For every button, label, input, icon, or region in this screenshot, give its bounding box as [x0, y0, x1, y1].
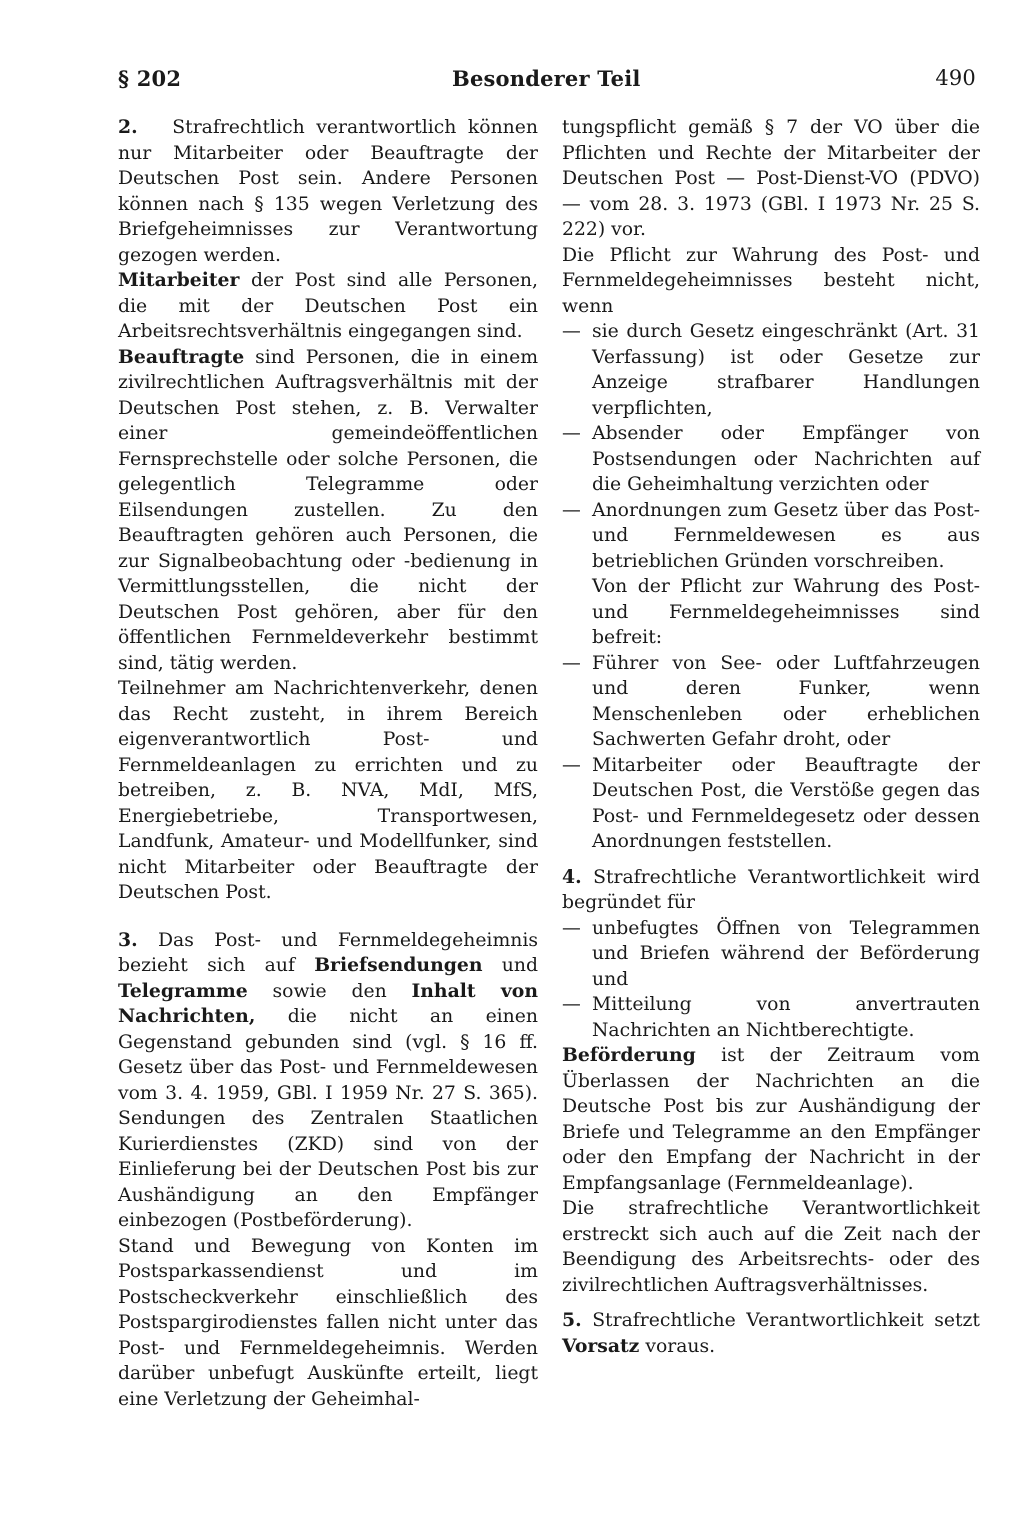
paragraph-erstreckung [562, 1196, 980, 1298]
paragraph-text: die nicht an einen Gegenstand gebunden sind (vgl. § 16 ff. Gesetz über das Post- und Fernmeldewesen vom 3. 4. 1959, GBl. I 1959 Nr. 27 S. 365). Sendungen des Zentralen Staatlichen Kurierdienstes (ZKD) sind von der Einlieferung bei der Deutschen Post bis zur Aushändigung an den Empfänger einbezogen (Postbeförderung). [118, 1006, 538, 1231]
paragraph-text: Teilnehmer am Nachrichtenverkehr, denen das Recht zusteht, in ihrem Bereich eigenverantwortlich Post- und Fernmeldeanlagen zu errichten und zu betreiben, z. B. NVA, MdI, MfS, Energiebetriebe, Transportwesen, Landfunk, Amateur- und Modellfunker, sind nicht Mitarbeiter oder Beauftragte der Deutschen Post. [118, 678, 538, 903]
list-item: — sie durch Gesetz eingeschränkt (Art. 31 Verfassung) ist oder Gesetze zur Anzeige strafbarer Handlungen verpflichten, [562, 319, 980, 421]
page-number: 490 [935, 66, 976, 90]
paragraph-pflicht [562, 243, 980, 320]
running-title: Besonderer Teil [452, 66, 641, 91]
paragraph-text: ist der Zeitraum vom Überlassen der Nachrichten an die Deutsche Post bis zur Aushändigung der Briefe und Telegramme an den Empfänger oder den Empfang der Nachricht in der Empfangsanlage (Fernmeldeanlage). [562, 1045, 980, 1194]
paragraph-2 [118, 115, 538, 268]
paragraph-konten [118, 1234, 538, 1413]
emphasis: Vorsatz [562, 1334, 640, 1357]
section-reference: § 202 [118, 66, 182, 91]
paragraph-number: 2. [118, 116, 138, 138]
paragraph-text: Stand und Bewegung von Konten im Postsparkassendienst und im Postscheckverkehr einschließlich des Postspargirodienstes fallen nicht unter das Post- und Fernmeldegeheimnis. Werden darüber unbefugt Auskünfte erteilt, liegt eine Verletzung der Geheimhal- [118, 1235, 538, 1410]
emphasis: Telegramme [118, 979, 248, 1002]
list-item: — Mitteilung von anvertrauten Nachrichten an Nichtberechtigte. [562, 992, 980, 1043]
right-column [562, 115, 980, 1359]
paragraph-text: sind Personen, die in einem zivilrechtlichen Auftragsverhältnis mit der Deutschen Post stehen, z. B. Verwalter einer gemeindeöffentlichen Fernsprechstelle oder solche Personen, die gelegentlich Telegramme oder Eilsendungen zustellen. Zu den Beauftragten gehören auch Personen, die zur Signalbeobachtung oder -bedienung in Vermittlungsstellen, die nicht der Deutschen Post gehören, aber für den öffentlichen Fernmeldeverkehr bestimmt sind, tätig werden. [118, 346, 538, 674]
defined-term: Beförderung [562, 1044, 696, 1066]
emphasis: Inhalt von Nachrichten, [118, 979, 538, 1027]
defined-term: Beauftragte [118, 345, 245, 368]
paragraph-text: Strafrechtlich verantwortlich können nur Mitarbeiter oder Beauftragte der Deutschen Post sein. Andere Personen können nach § 135 wegen Verletzung des Briefgeheimnisses zur Verantwortung gezogen werden. [118, 117, 538, 266]
spacer [562, 1298, 980, 1308]
list-item: — Anordnungen zum Gesetz über das Post- und Fernmeldewesen es aus betrieblichen Gründen vorschreiben. [562, 498, 980, 575]
paragraph-number: 5. [562, 1309, 582, 1331]
list-item: — unbefugtes Öffnen von Telegrammen und Briefen während der Beförderung und [562, 916, 980, 993]
paragraph-4 [562, 865, 980, 916]
defined-term: Mitarbeiter [118, 269, 240, 291]
paragraph-text: tungspflicht gemäß § 7 der VO über die Pflichten und Rechte der Mitarbeiter der Deutschen Post — Post-Dienst-VO (PDVO) — vom 28. 3. 1973 (GBl. I 1973 Nr. 25 S. 222) vor. [562, 117, 980, 240]
paragraph-text: der Post sind alle Personen, die mit der Deutschen Post ein Arbeitsrechtsverhältnis eingegangen sind. [118, 270, 538, 342]
left-column [118, 115, 538, 1412]
paragraph-3 [118, 928, 538, 1234]
paragraph-text: voraus. [639, 1335, 716, 1357]
paragraph-number: 3. [118, 928, 138, 951]
spacer [562, 855, 980, 865]
paragraph-mitarbeiter [118, 268, 538, 345]
paragraph-number: 4. [562, 865, 582, 888]
paragraph-befoerderung [562, 1043, 980, 1196]
paragraph-teilnehmer [118, 676, 538, 906]
paragraph-text: Das Post- und Fernmeldegeheimnis bezieht sich auf [118, 929, 538, 976]
spacer [118, 906, 538, 928]
emphasis: Briefsendungen [314, 954, 483, 976]
paragraph-text: sowie den [247, 980, 412, 1002]
paragraph-befreit: Von der Pflicht zur Wahrung des Post- und Fernmeldegeheimnisses sind befreit: [592, 576, 980, 648]
list-item: — Absender oder Empfänger von Postsendungen oder Nachrichten auf die Geheimhaltung verzichten oder [562, 421, 980, 498]
paragraph-beauftragte [118, 345, 538, 677]
list-item: — Mitarbeiter oder Beauftragte der Deutschen Post, die Verstöße gegen das Post- und Fernmeldegesetz oder dessen Anordnungen feststellen. [562, 753, 980, 855]
paragraph-text: Strafrechtliche Verantwortlichkeit setzt [581, 1310, 980, 1331]
page-header [118, 66, 976, 96]
paragraph-text: Strafrechtliche Verantwortlichkeit wird begründet für [562, 866, 980, 913]
paragraph-text: Die Pflicht zur Wahrung des Post- und Fernmeldegeheimnisses besteht nicht, wenn [562, 244, 980, 317]
list-item: — Führer von See- oder Luftfahrzeugen und deren Funker, wenn Menschenleben oder erheblichen Sachwerten Gefahr droht, oder [562, 651, 980, 753]
paragraph-continuation [562, 115, 980, 243]
paragraph-5 [562, 1308, 980, 1359]
paragraph-text: Die strafrechtliche Verantwortlichkeit erstreckt sich auch auf die Zeit nach der Beendigung des Arbeitsrechts- oder des zivilrechtlichen Auftragsverhältnisses. [562, 1198, 980, 1296]
paragraph-text: und [482, 955, 538, 976]
